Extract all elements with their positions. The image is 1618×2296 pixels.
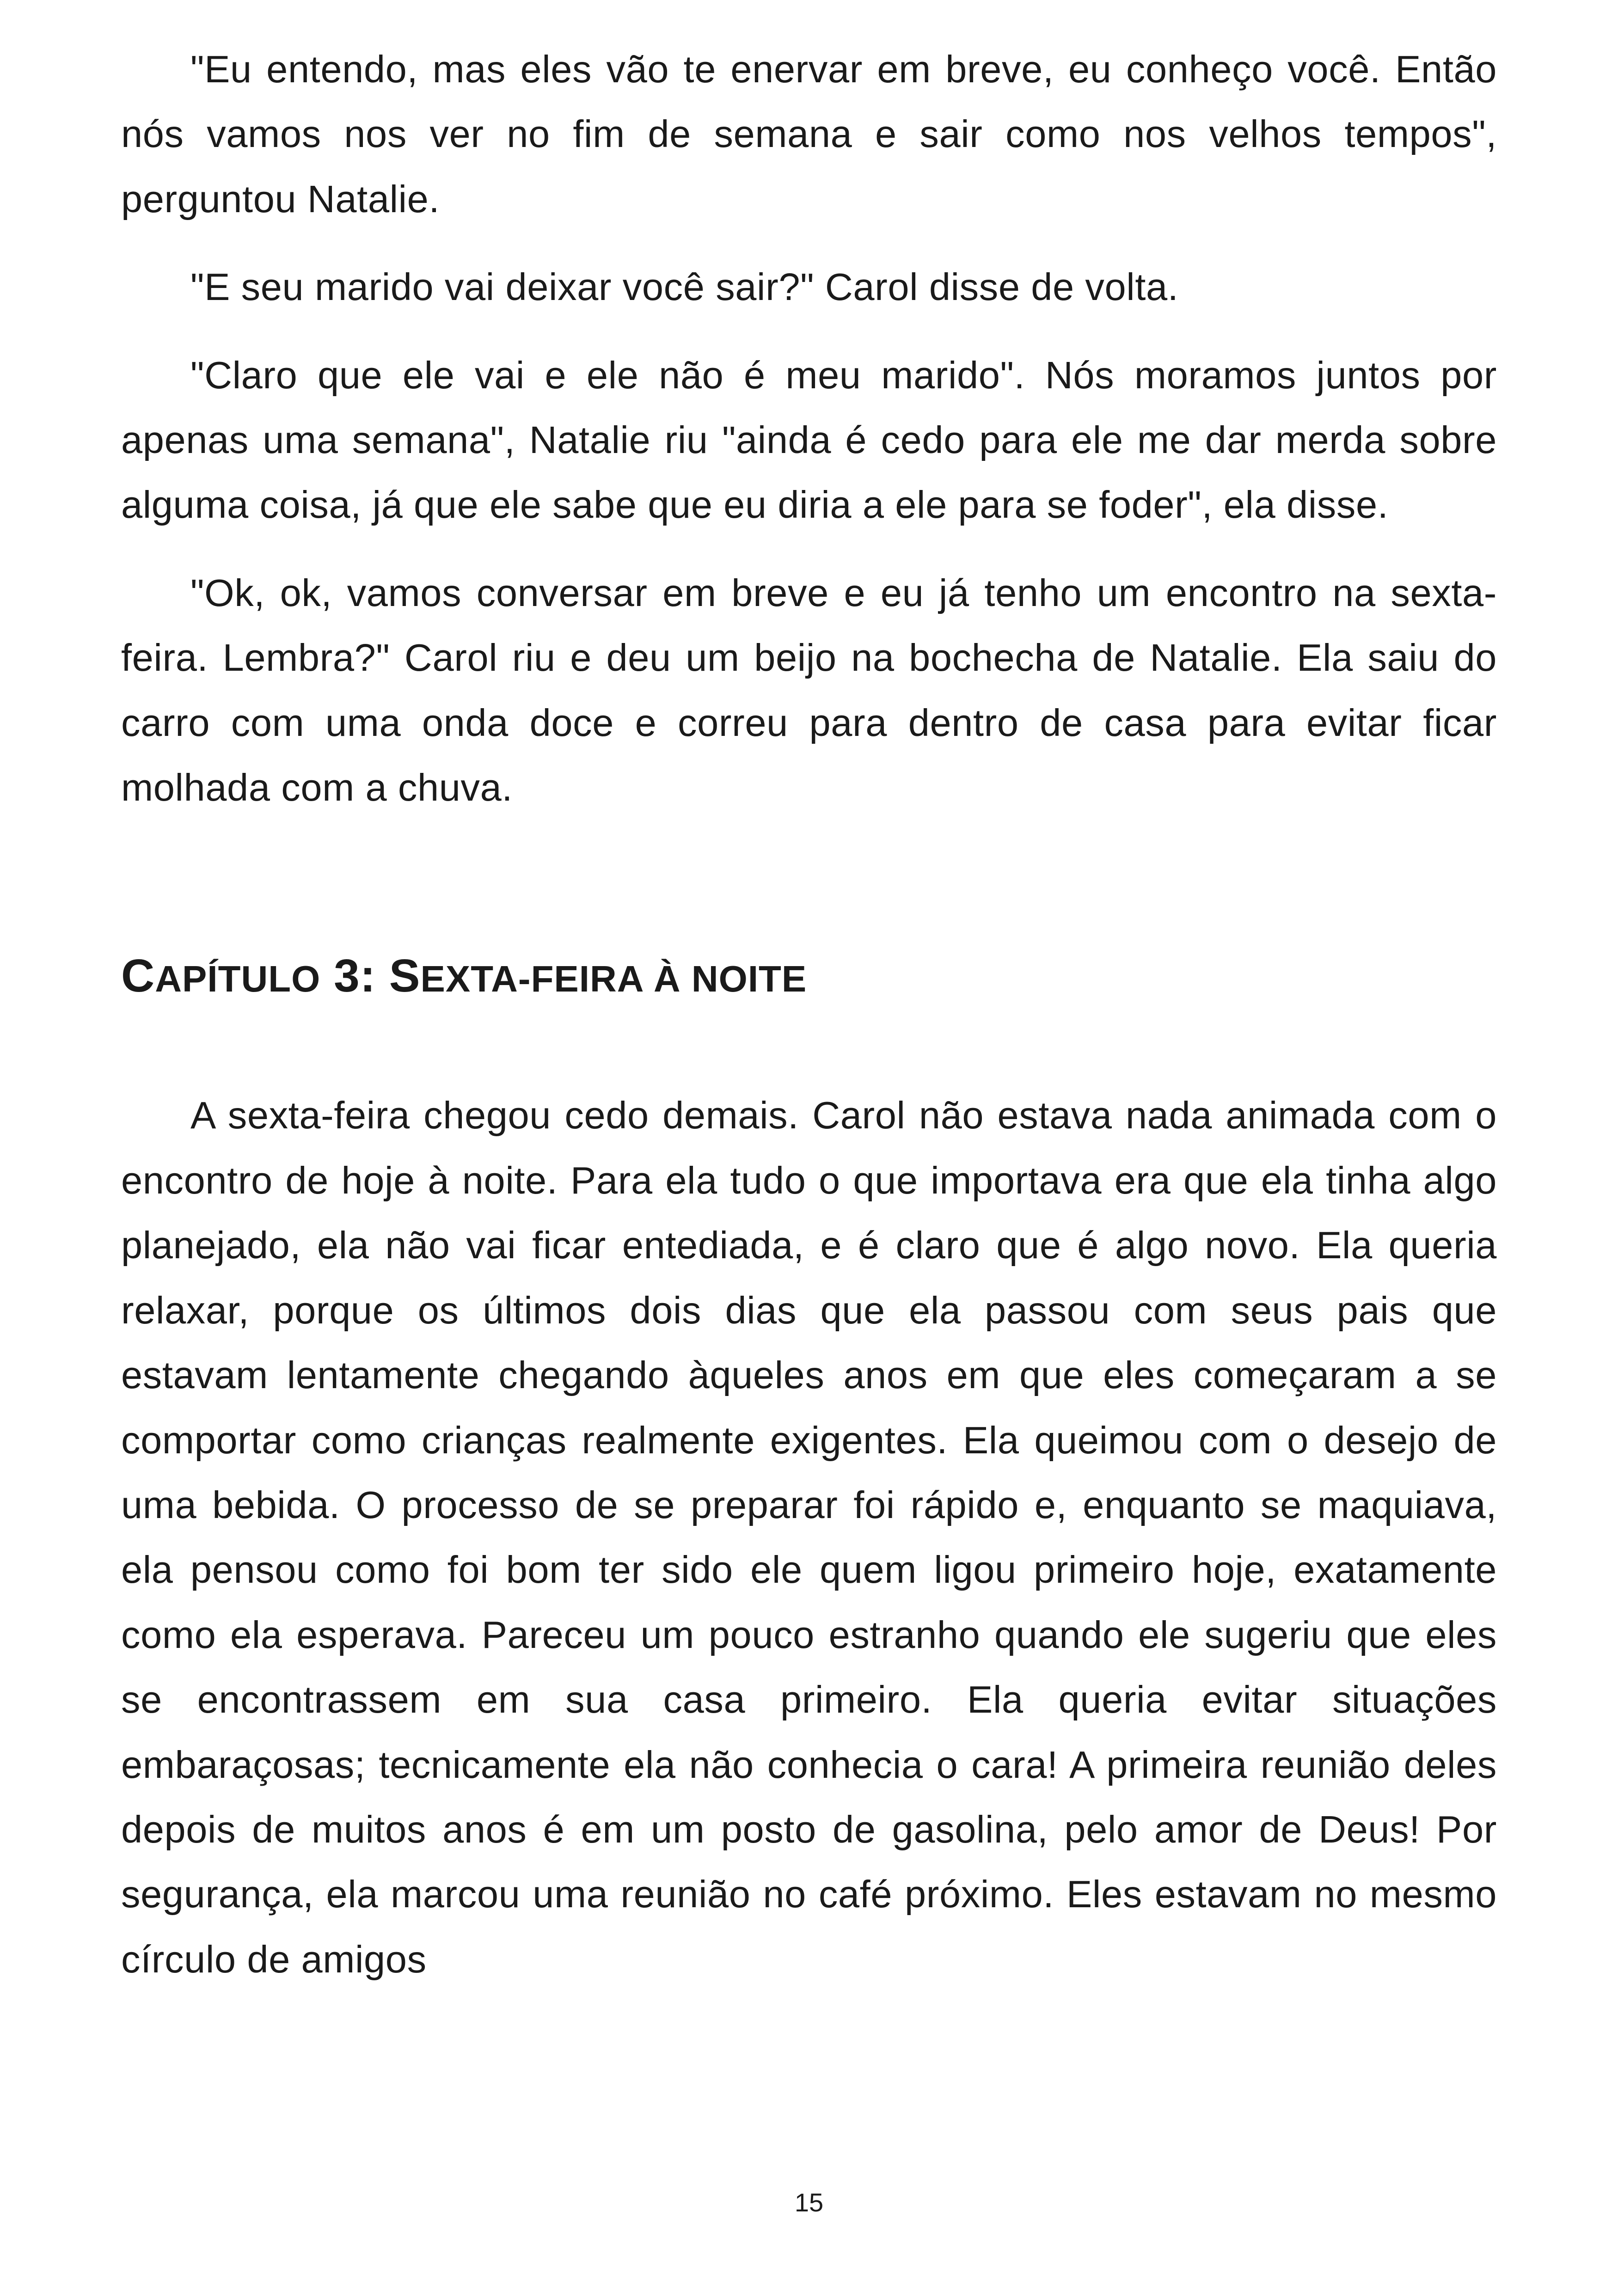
chapter-heading-initial: C [121, 950, 155, 1002]
paragraph: A sexta-feira chegou cedo demais. Carol não estava nada animada com o encontro de hoje à noite. Para ela tudo o que importava era que ela tinha algo planejado, ela não vai ficar entediada, e é claro que é algo novo. Ela queria relaxar, porque os últimos dois dias que ela passou com seus pais que estavam lentamente chegando àqueles anos em que eles começaram a se comportar como crianças realmente exigentes. Ela queimou com o desejo de uma bebida. O processo de se preparar foi rápido e, enquanto se maquiava, ela pensou como foi bom ter sido ele quem ligou primeiro hoje, exatamente como ela esperava. Pareceu um pouco estranho quando ele sugeriu que eles se encontrassem em sua casa primeiro. Ela queria evitar situações embaraçosas; tecnicamente ela não conhecia o cara! A primeira reunião deles depois de muitos anos é em um posto de gasolina, pelo amor de Deus! Por segurança, ela marcou uma reunião no café próximo. Eles estavam no mesmo círculo de amigos [121, 1094, 1497, 1981]
chapter-heading-initial: S [389, 950, 421, 1002]
paragraph: "Eu entendo, mas eles vão te enervar em breve, eu conheço você. Então nós vamos nos ver no fim de semana e sair como nos velhos tempos", perguntou Natalie. [121, 48, 1497, 220]
chapter-heading-number: 3: [320, 950, 389, 1002]
paragraph: "E seu marido vai deixar você sair?" Carol disse de volta. [190, 265, 1179, 309]
chapter-heading-smallcaps: APÍTULO [155, 958, 321, 1000]
page-number: 15 [794, 2188, 824, 2217]
page-content [121, 37, 1497, 2015]
paragraph: "Ok, ok, vamos conversar em breve e eu já tenho um encontro na sexta-feira. Lembra?" Carol riu e deu um beijo na bochecha de Natalie. Ela saiu do carro com uma onda doce e correu para dentro de casa para evitar ficar molhada com a chuva. [121, 571, 1497, 809]
chapter-heading [121, 946, 1497, 1009]
chapter-heading-smallcaps: EXTA-FEIRA À NOITE [420, 958, 807, 1000]
paragraph: "Claro que ele vai e ele não é meu marido". Nós moramos juntos por apenas uma semana", Natalie riu "ainda é cedo para ele me dar merda sobre alguma coisa, já que ele sabe que eu diria a ele para se foder", ela disse. [121, 353, 1497, 527]
